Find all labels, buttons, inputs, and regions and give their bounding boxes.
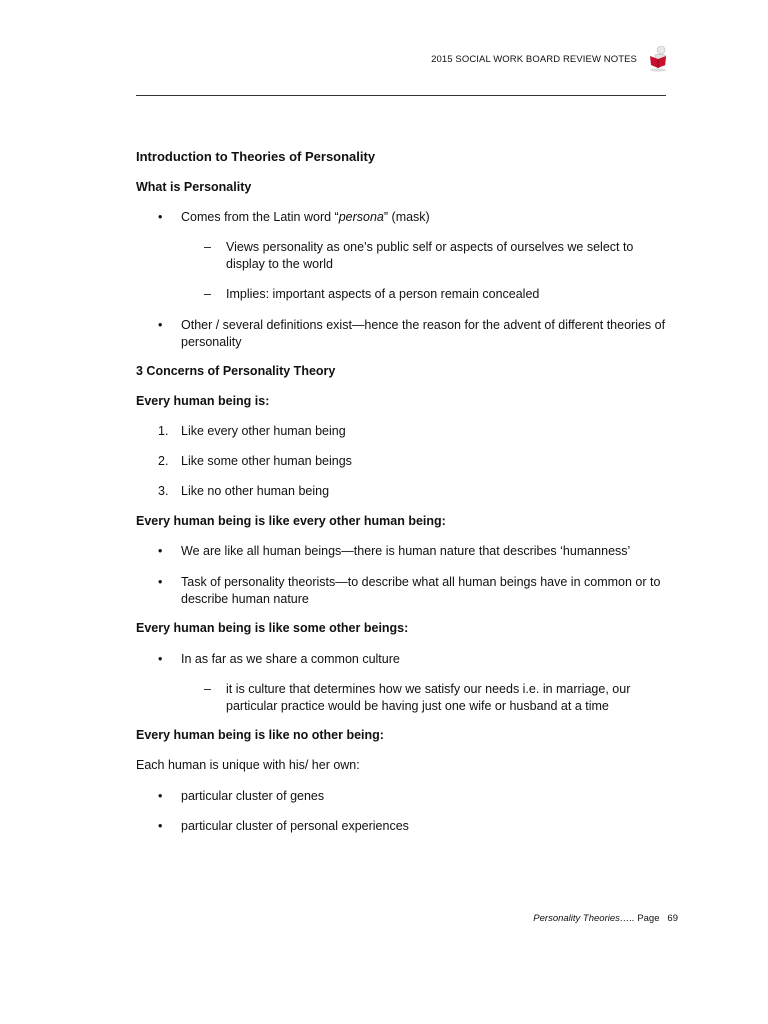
bullet: • xyxy=(158,789,163,803)
dash: – xyxy=(204,287,211,301)
page-number: 69 xyxy=(667,913,678,924)
section-heading-every-human-is: Every human being is: xyxy=(136,394,270,408)
section-heading-concerns: 3 Concerns of Personality Theory xyxy=(136,364,336,378)
numbered-item: Like some other human beings xyxy=(181,454,352,468)
section-heading-like-no: Every human being is like no other being: xyxy=(136,728,384,742)
bullet: • xyxy=(158,652,163,666)
list-number: 1. xyxy=(158,424,169,438)
list-item-experiences: particular cluster of personal experiences xyxy=(181,819,409,833)
dash: – xyxy=(204,240,211,254)
reading-figure-icon xyxy=(646,44,670,72)
section-heading-like-some: Every human being is like some other beings: xyxy=(136,621,409,635)
list-item-task-theorists: Task of personality theorists—to describe what all human beings have in common or to describe human nature xyxy=(181,575,661,606)
page-title: Introduction to Theories of Personality xyxy=(136,149,376,164)
bullet: • xyxy=(158,544,163,558)
bullet: • xyxy=(158,210,163,224)
list-number: 3. xyxy=(158,484,169,498)
list-item-latin-word: Comes from the Latin word “persona” (mask) xyxy=(181,210,430,224)
sub-item-concealed: Implies: important aspects of a person remain concealed xyxy=(226,287,540,301)
footer-page-word: Page xyxy=(637,913,660,924)
sub-item-public-self: Views personality as one’s public self or aspects of ourselves we select to display to the world xyxy=(226,240,634,271)
bullet: • xyxy=(158,575,163,589)
list-item-genes: particular cluster of genes xyxy=(181,789,325,803)
list-item-common-culture: In as far as we share a common culture xyxy=(181,652,400,666)
running-header: 2015 SOCIAL WORK BOARD REVIEW NOTES xyxy=(431,54,637,65)
paragraph-unique: Each human is unique with his/ her own: xyxy=(136,758,360,772)
bullet: • xyxy=(158,819,163,833)
dash: – xyxy=(204,682,211,696)
list-item-definitions: Other / several definitions exist—hence the reason for the advent of different theories of personality xyxy=(181,318,666,349)
header-rule xyxy=(136,95,666,96)
list-item-human-nature: We are like all human beings—there is human nature that describes ‘humanness’ xyxy=(181,544,631,558)
page-footer xyxy=(420,913,678,924)
bullet: • xyxy=(158,318,163,332)
footer-label: Personality Theories….. xyxy=(533,913,635,924)
numbered-item: Like no other human being xyxy=(181,484,330,498)
list-number: 2. xyxy=(158,454,169,468)
section-heading-what-is-personality: What is Personality xyxy=(136,180,252,194)
section-heading-like-every: Every human being is like every other human being: xyxy=(136,514,446,528)
numbered-item: Like every other human being xyxy=(181,424,346,438)
sub-item-culture: it is culture that determines how we satisfy our needs i.e. in marriage, our particular practice would be having just one wife or husband at a time xyxy=(226,682,631,713)
